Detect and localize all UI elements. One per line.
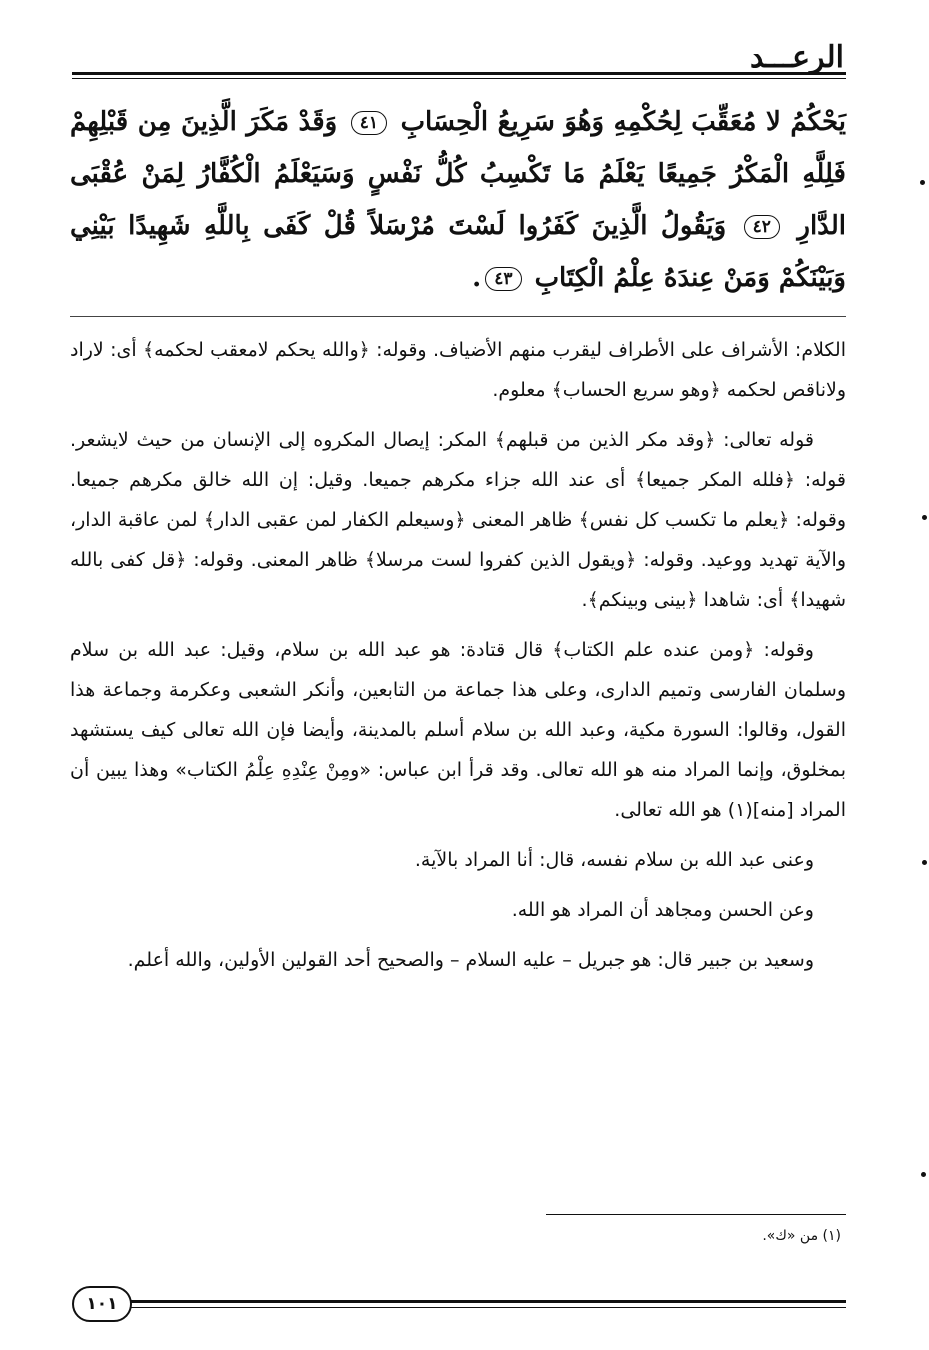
scan-mark: [922, 515, 927, 520]
scan-mark: [921, 1172, 926, 1177]
commentary-paragraph: وقوله: ﴿ومن عنده علم الكتاب﴾ قال قتادة: هو عبد الله بن سلام، وقيل: عبد الله بن سلام وسلمان الفارسى وتميم الدارى، وعلى هذا جماعة من التابعين، وأنكر الشعبى وعكرمة وجماعة هذا القول، وقالوا: السورة مكية، وعبد الله بن سلام أسلم بالمدينة، وأيضا فإن الله تعالى كيف يستشهد بمخلوق، وإنما المراد منه هو الله تعالى. وقد قرأ ابن عباس: «ومِنْ عِنْدِهِ عِلْمُ الكتاب» وهذا يبين أن المراد [منه](١) هو الله تعالى.: [70, 639, 846, 821]
header-rule: [72, 72, 846, 82]
verse-42: وَقَدْ مَكَرَ الَّذِينَ مِن قَبْلِهِمْ فَلِلَّهِ الْمَكْرُ جَمِيعًا يَعْلَمُ مَا تَكْسِبُ كُلُّ نَفْسٍ وَسَيَعْلَمُ الْكُفَّارُ لِمَنْ عُقْبَى الدَّارِ: [70, 107, 846, 241]
scan-mark: [920, 180, 925, 185]
footer-rule: [112, 1307, 846, 1308]
commentary-paragraph: وسعيد بن جبير قال: هو جبريل – عليه السلام – والصحيح أحد القولين الأولين، والله أعلم.: [127, 949, 814, 971]
page-footer: [72, 1286, 846, 1326]
ayah-number-43: ٤٣: [485, 267, 521, 291]
commentary: [70, 330, 846, 990]
footnote-divider: [546, 1214, 846, 1215]
ayah-number-41: ٤١: [351, 111, 387, 135]
commentary-paragraph: قوله تعالى: ﴿وقد مكر الذين من قبلهم﴾ المكر: إيصال المكروه إلى الإنسان من حيث لايشعر. قوله: ﴿فلله المكر جميعا﴾ أى عند الله جزاء مكرهم جميعا. وقيل: إن الله خالق مكرهم جميعا. وقوله: ﴿يعلم ما تكسب كل نفس﴾ ظاهر المعنى ﴿وسيعلم الكفار لمن عقبى الدار﴾ لمن عاقبة الدار، والآية تهديد ووعيد. وقوله: ﴿ويقول الذين كفروا لست مرسلا﴾ ظاهر المعنى. وقوله: ﴿قل كفى بالله شهيدا﴾ أى: شاهدا ﴿بينى وبينكم﴾.: [70, 429, 846, 611]
commentary-paragraph: وعنى عبد الله بن سلام نفسه، قال: أنا المراد بالآية.: [414, 849, 814, 871]
commentary-paragraph: الكلام: الأشراف على الأطراف ليقرب منهم الأضياف. وقوله: ﴿والله يحكم لامعقب لحكمه﴾ أى: لاراد ولاناقص لحكمه ﴿وهو سريع الحساب﴾ معلوم.: [70, 339, 846, 401]
quran-verses: [70, 96, 846, 304]
verse-43: وَيَقُولُ الَّذِينَ كَفَرُوا لَسْتَ مُرْسَلاً قُلْ كَفَى بِاللَّهِ شَهِيدًا بَيْنِي وَبَيْنَكُمْ وَمَنْ عِندَهُ عِلْمُ الْكِتَابِ: [70, 211, 846, 293]
footnote: (١) من «ك».: [762, 1228, 841, 1244]
ayah-number-42: ٤٢: [744, 215, 780, 239]
quran-text: [70, 96, 846, 304]
page-number: ١٠١: [72, 1286, 132, 1322]
surah-title: الرعـــد: [749, 40, 844, 75]
verse-41-end: يَحْكُمُ لا مُعَقِّبَ لِحُكْمِهِ وَهُوَ سَرِيعُ الْحِسَابِ: [400, 107, 847, 137]
end-period: .: [472, 263, 482, 293]
footer-rule: [112, 1300, 846, 1303]
commentary-paragraph: وعن الحسن ومجاهد أن المراد هو الله.: [511, 899, 814, 921]
scan-mark: [922, 860, 927, 865]
verses-divider: [70, 316, 846, 317]
